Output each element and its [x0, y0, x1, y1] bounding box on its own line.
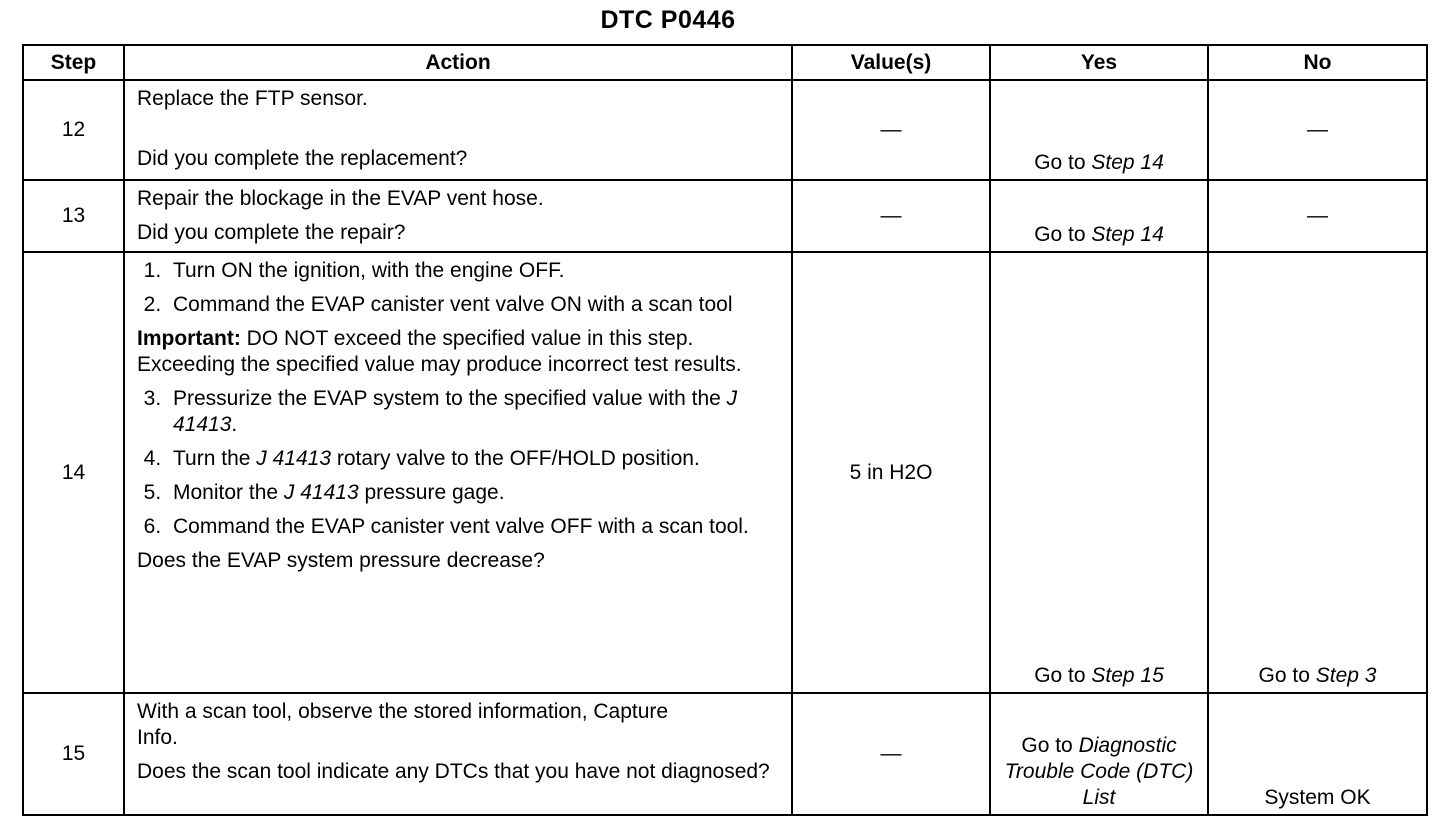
tool-reference: J 41413: [173, 387, 738, 436]
action-question: Does the EVAP system pressure decrease?: [137, 549, 545, 572]
step-number: 15: [23, 693, 124, 815]
item-text: Turn the: [173, 447, 257, 470]
value-cell: —: [792, 180, 990, 252]
table-row: [23, 180, 1427, 252]
item-text: rotary valve to the OFF/HOLD position.: [331, 447, 700, 470]
item-text: Pressurize the EVAP system to the specified value with the: [173, 387, 727, 410]
yes-target-link[interactable]: Step 15: [1091, 664, 1164, 687]
table-row: [23, 252, 1427, 693]
table-row: [23, 693, 1427, 815]
dtc-table: [22, 44, 1428, 816]
tool-reference: J 41413: [256, 447, 331, 470]
header-step: Step: [23, 45, 124, 80]
yes-cell: [990, 252, 1208, 693]
value-cell: —: [792, 693, 990, 815]
no-cell: —: [1208, 80, 1427, 180]
item-text: Monitor the: [173, 481, 284, 504]
yes-prefix: Go to: [1034, 223, 1092, 246]
header-no: No: [1208, 45, 1427, 80]
yes-prefix: Go to: [1034, 664, 1092, 687]
yes-cell: [990, 693, 1208, 815]
item-text: pressure gage.: [358, 481, 505, 504]
no-cell: —: [1208, 180, 1427, 252]
value-cell: 5 in H2O: [792, 252, 990, 693]
yes-target-link[interactable]: Step 14: [1091, 151, 1164, 174]
action-question: Does the scan tool indicate any DTCs that you have not diagnosed?: [137, 760, 770, 783]
important-label: Important:: [137, 327, 241, 350]
page-title: DTC P0446: [600, 6, 736, 34]
action-text: Replace the FTP sensor.: [137, 87, 368, 110]
procedure-list: [137, 386, 783, 540]
no-cell: System OK: [1208, 693, 1427, 815]
step-number: 13: [23, 180, 124, 252]
step-number: 12: [23, 80, 124, 180]
yes-target-link[interactable]: Diagnostic Trouble Code (DTC) List: [1004, 734, 1194, 809]
action-cell: [124, 80, 792, 180]
table-header-row: [23, 45, 1427, 80]
tool-reference: J 41413: [283, 481, 359, 504]
value-cell: —: [792, 80, 990, 180]
header-action: Action: [124, 45, 792, 80]
action-cell: [124, 252, 792, 693]
yes-cell: [990, 80, 1208, 180]
header-yes: Yes: [990, 45, 1208, 80]
item-text: .: [231, 413, 238, 436]
no-target-link[interactable]: Step 3: [1315, 664, 1377, 687]
no-cell: [1208, 252, 1427, 693]
header-values: Value(s): [792, 45, 990, 80]
procedure-item: [167, 480, 783, 506]
action-text: With a scan tool, observe the stored information, Capture Info.: [137, 700, 669, 749]
action-question: Did you complete the repair?: [137, 221, 406, 244]
important-note: [137, 326, 783, 378]
action-text: Repair the blockage in the EVAP vent hose.: [137, 187, 544, 210]
no-prefix: Go to: [1258, 664, 1316, 687]
procedure-item: 6. Command the EVAP canister vent valve OFF with a scan tool.: [167, 514, 783, 540]
step-number: 14: [23, 252, 124, 693]
table-row: [23, 80, 1427, 180]
action-question: Did you complete the replacement?: [137, 147, 468, 170]
procedure-list: [137, 258, 783, 318]
action-cell: [124, 180, 792, 252]
action-cell: [124, 693, 792, 815]
procedure-item: [167, 386, 783, 438]
procedure-item: 2. Command the EVAP canister vent valve ON with a scan tool: [167, 292, 783, 318]
procedure-item: 1. Turn ON the ignition, with the engine OFF.: [167, 258, 783, 284]
procedure-item: [167, 446, 783, 472]
important-text: DO NOT exceed the specified value in this step. Exceeding the specified value may produce incorrect test results.: [137, 327, 742, 376]
yes-target-link[interactable]: Step 14: [1091, 223, 1164, 246]
yes-prefix: Go to: [1021, 734, 1079, 757]
yes-prefix: Go to: [1034, 151, 1092, 174]
yes-cell: [990, 180, 1208, 252]
